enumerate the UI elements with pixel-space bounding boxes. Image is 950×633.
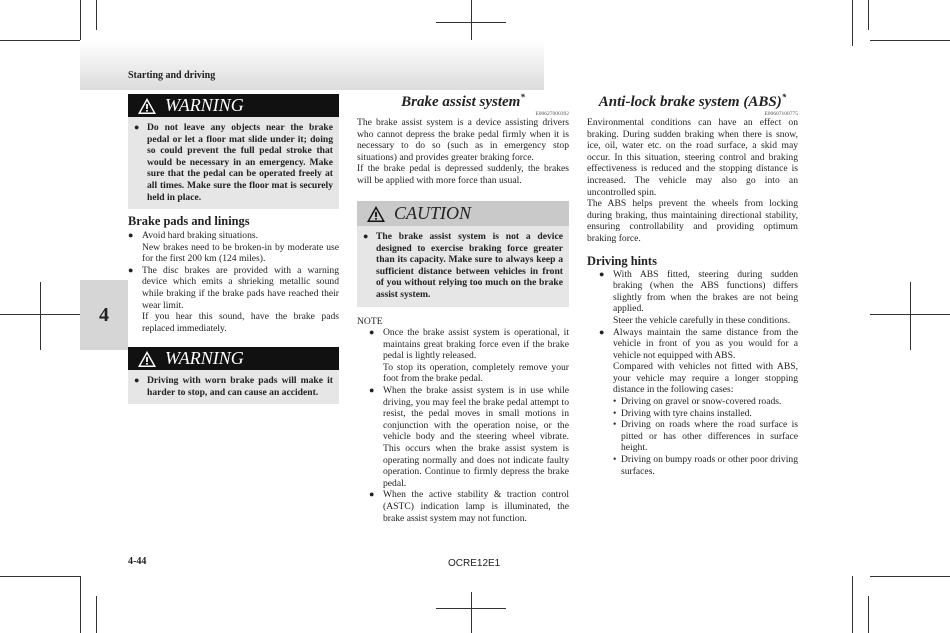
paragraph: Environmental conditions can have an effect on braking. During sudden braking when there is snow, ice, oil, water etc. on the road surface, a skid may occur. In this situation, steering control and braking effectiveness is reduced and the stopping distance is increased. The vehicle may also go into an uncontrolled spin.: [587, 117, 798, 198]
caution-header: [357, 201, 569, 226]
brake-assist-section: [357, 92, 569, 187]
warning-box-brake-pads: [128, 347, 339, 404]
paragraph: If the brake pedal is depressed suddenly, the brakes will be applied with more force than usual.: [357, 163, 569, 186]
section-title: Starting and driving: [128, 70, 216, 81]
paragraph: The ABS helps prevent the wheels from locking during braking, thus maintaining directional stability, ensuring controllability and providing optimum braking force.: [587, 198, 798, 244]
sub-list-item: • Driving on gravel or snow-covered roads.: [613, 396, 782, 408]
list-item: ● Driving with worn brake pads will make it harder to stop, and can cause an accident.: [134, 375, 333, 398]
warning-triangle-icon: [137, 350, 157, 368]
bullet-icon: ●: [599, 326, 605, 337]
list-item: If you hear this sound, have the brake pads replaced immediately.: [142, 311, 339, 334]
list-item: ● The disc brakes are provided with a warning device which emits a shrieking metallic sound while braking if the brake pads have reached their wear limit.: [128, 264, 339, 311]
abs-section: [587, 92, 798, 477]
reference-code: E00627000392: [535, 111, 569, 117]
header-band: [80, 40, 544, 90]
section-heading: Brake pads and linings: [128, 214, 250, 228]
list-item: ● The brake assist system is not a device designed to exercise braking force greater than its capacity. Make sure to always keep a sufficient distance between vehicles in front of you without relying too much on the brake assist system.: [363, 231, 563, 300]
warning-header: [128, 94, 339, 117]
warning-title: WARNING: [165, 348, 244, 368]
caution-title: CAUTION: [394, 203, 472, 223]
list-item: New brakes need to be broken-in by moderate use for the first 200 km (124 miles).: [142, 241, 339, 265]
sub-list-item: • Driving with tyre chains installed.: [613, 407, 752, 419]
list-item: To stop its operation, completely remove your foot from the brake pedal.: [383, 361, 569, 385]
list-item: ● With ABS fitted, steering during sudden braking (when the ABS functions) differs slightly from when the brakes are not being applied.: [599, 268, 798, 315]
bullet-icon: ●: [363, 231, 369, 241]
bullet-icon: ●: [128, 264, 134, 275]
bullet-icon: ●: [134, 375, 140, 385]
list-item: Compared with vehicles not fitted with ABS, your vehicle may require a longer stopping distance in the following cases:: [613, 361, 798, 396]
sub-list-item: • Driving on roads where the road surface is pitted or has other differences in surface height.: [613, 419, 798, 454]
note-section: [357, 316, 569, 524]
caution-triangle-icon: [366, 205, 386, 223]
warning-title: WARNING: [165, 95, 244, 115]
list-item: Steer the vehicle carefully in these conditions.: [613, 314, 791, 326]
brake-pads-section: [128, 214, 339, 334]
list-item: ● Once the brake assist system is operational, it maintains great braking force even if the brake pedal is lightly released.: [369, 327, 569, 362]
section-heading: Driving hints: [587, 253, 657, 268]
page-number: 4-44: [128, 556, 147, 567]
bullet-icon: ●: [369, 327, 375, 337]
paragraph: The brake assist system is a device assisting drivers who cannot depress the brake pedal firmly when it is necessary to do so (such as in emergency stop situations) and provides greater braking force.: [357, 117, 569, 163]
reference-code: E00607100775: [764, 111, 798, 117]
bullet-icon: ●: [599, 268, 605, 279]
note-heading: NOTE: [357, 316, 383, 327]
list-item: ● Avoid hard braking situations.: [128, 230, 258, 241]
chapter-tab: 4: [80, 280, 128, 350]
list-item: ● Always maintain the same distance from the vehicle in front of you as you would for a vehicle not equipped with ABS.: [599, 326, 798, 361]
list-item: ● Do not leave any objects near the brake pedal or let a floor mat slide under it; doing so could prevent the full pedal stroke that would be necessary in an emergency. Make sure that the pedal can be operated freely at all times. Make sure the floor mat is securely held in place.: [134, 122, 333, 203]
caution-box: [357, 201, 569, 307]
bullet-icon: ●: [369, 489, 375, 500]
document-code: OCRE12E1: [448, 558, 501, 569]
warning-header: [128, 347, 339, 370]
bullet-icon: ●: [134, 122, 140, 132]
list-item: ● When the brake assist system is in use while driving, you may feel the brake pedal attempt to resist, the pedal moves in small motions in conjunction with the operation noise, or the vehicle body and the steering wheel vibrate. This occurs when the brake assist system is operating normally and does not indicate faulty operation. Continue to firmly depress the brake pedal.: [369, 384, 569, 489]
bullet-icon: ●: [128, 230, 134, 240]
list-item: ● When the active stability & traction control (ASTC) indication lamp is illuminated, the brake assist system may not function.: [369, 489, 569, 524]
sub-list-item: • Driving on bumpy roads or other poor driving surfaces.: [613, 454, 798, 477]
warning-triangle-icon: [137, 97, 157, 115]
bullet-icon: ●: [369, 384, 375, 395]
section-title: Brake assist system*: [401, 92, 525, 110]
warning-box-brake-pedal: [128, 94, 339, 209]
section-title: Anti-lock brake system (ABS)*: [598, 92, 787, 110]
